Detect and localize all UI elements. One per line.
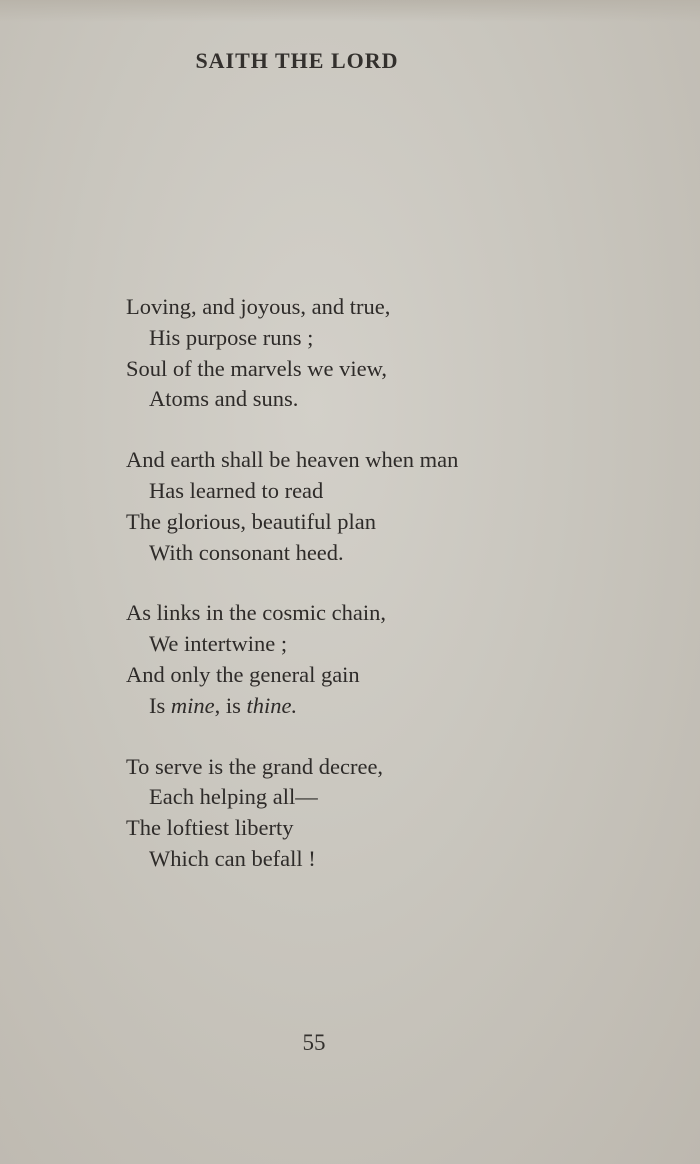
poem-line: [126, 691, 606, 722]
poem-line: Has learned to read: [149, 477, 324, 503]
poem: [126, 292, 606, 905]
stanza: [126, 292, 606, 415]
poem-line: Soul of the marvels we view,: [126, 355, 387, 381]
poem-line: Which can befall !: [149, 845, 316, 871]
page-top-shadow: [0, 0, 700, 22]
poem-line: To serve is the grand decree,: [126, 753, 384, 779]
poem-line: We intertwine ;: [149, 631, 288, 657]
poem-line: And only the general gain: [126, 661, 360, 687]
poem-line: As links in the cosmic chain,: [126, 600, 386, 626]
stanza: [126, 752, 606, 875]
line-fragment: , is: [214, 692, 247, 718]
page-number: 55: [302, 1030, 326, 1055]
poem-line: Atoms and suns.: [149, 386, 299, 412]
line-fragment: Is: [149, 692, 171, 718]
italic-word: mine: [170, 692, 215, 718]
poem-line: Each helping all—: [149, 784, 318, 810]
poem-line: The loftiest liberty: [126, 815, 294, 841]
stanza: [126, 598, 606, 721]
poem-line: His purpose runs ;: [149, 324, 314, 350]
poem-line: With consonant heed.: [149, 539, 344, 565]
poem-line: Loving, and joyous, and true,: [126, 294, 391, 319]
stanza: [126, 445, 606, 568]
running-head: SAITH THE LORD: [195, 48, 399, 73]
poem-line: The glorious, beautiful plan: [126, 508, 376, 534]
italic-word: thine.: [246, 692, 298, 718]
poem-line: And earth shall be heaven when man: [126, 447, 459, 473]
